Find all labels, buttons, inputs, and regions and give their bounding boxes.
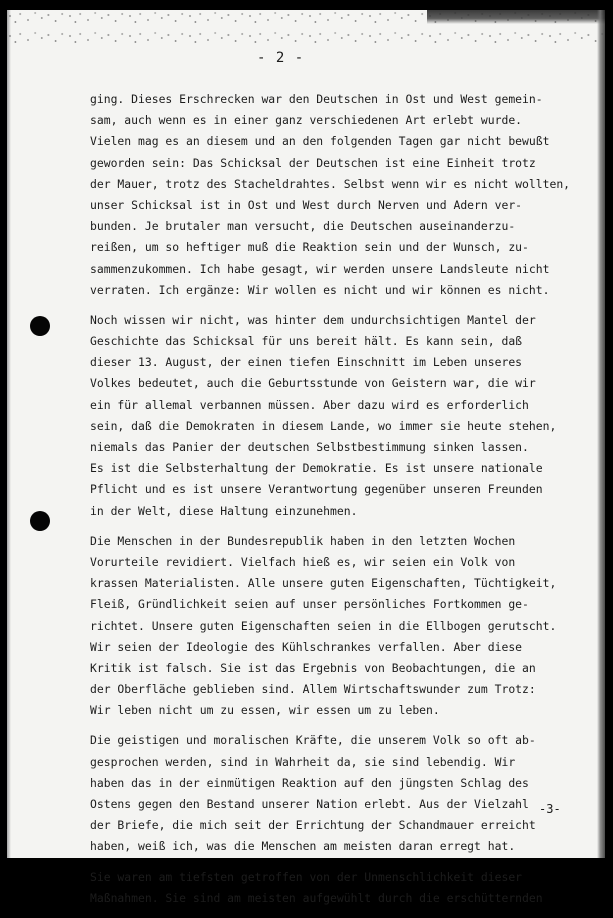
text-line: Die Menschen in der Bundesrepublik haben in den letzten Wochen [90, 533, 516, 548]
scan-edge-shadow-right [597, 10, 605, 858]
next-page-marker: -3- [539, 802, 561, 816]
text-line: Vielen mag es an diesem und an den folgenden Tagen gar nicht bewußt [90, 134, 550, 149]
text-line: haben das in der einmütigen Reaktion auf den jüngsten Schlag des [90, 775, 529, 790]
text-line: Fleiß, Gründlichkeit seien auf unser persönliches Fortkommen ge- [90, 597, 529, 612]
text-line: dieser 13. August, der einen tiefen Einschnitt im Leben unseres [90, 355, 523, 370]
text-line: haben, weiß ich, was die Menschen am meisten daran erregt hat. [90, 839, 516, 854]
text-line: unser Schicksal ist in Ost und West durch Nerven und Adern ver- [90, 197, 523, 212]
text-line: geworden sein: Das Schicksal der Deutschen ist eine Einheit trotz [90, 155, 536, 170]
text-line: krassen Materialisten. Alle unsere guten Eigenschaften, Tüchtigkeit, [90, 576, 557, 591]
scan-edge-shadow [427, 10, 605, 24]
text-line: niemals das Panier der deutschen Selbstbestimmung sinken lassen. [90, 440, 529, 454]
text-line: ging. Dieses Erschrecken war den Deutschen in Ost und West gemein- [90, 92, 543, 106]
paragraph [90, 531, 580, 722]
text-line: verraten. Ich ergänze: Wir wollen es nicht und wir können es nicht. [90, 282, 550, 297]
text-line: Ostens gegen den Bestand unserer Nation erlebt. Aus der Vielzahl [90, 797, 529, 811]
punch-hole-icon [30, 316, 50, 336]
text-line: richtet. Unsere guten Eigenschaften seien in die Ellbogen gerutscht. [90, 618, 557, 633]
text-line: Sie waren am tiefsten getroffen von der Unmenschlichkeit dieser [90, 869, 523, 884]
text-line: Kritik ist falsch. Sie ist das Ergebnis von Beobachtungen, die an [90, 660, 536, 675]
punch-hole-icon [30, 511, 50, 531]
text-line: Geschichte das Schicksal für uns bereit hält. Es kann sein, daß [90, 334, 523, 349]
text-line: Vorurteile revidiert. Vielfach hieß es, wir seien ein Volk von [90, 554, 516, 569]
text-line: Noch wissen wir nicht, was hinter dem undurchsichtigen Mantel der [90, 312, 536, 327]
text-line: reißen, um so heftiger muß die Reaktion sein und der Wunsch, zu- [90, 240, 529, 255]
scan-edge-shadow-left [7, 10, 11, 858]
text-line: sammenzukommen. Ich habe gesagt, wir werden unsere Landsleute nicht [90, 261, 550, 276]
text-line: bunden. Je brutaler man versucht, die Deutschen auseinanderzu- [90, 219, 516, 234]
document-body [90, 89, 580, 918]
text-line: Wir leben nicht um zu essen, wir essen um zu leben. [90, 703, 440, 718]
paragraph [90, 89, 580, 301]
paragraph [90, 867, 580, 909]
text-line: ein für allemal verbannen müssen. Aber dazu wird es erforderlich [90, 397, 529, 412]
document-page [7, 10, 605, 905]
text-line: Volkes bedeutet, auch die Geburtsstunde von Geistern war, die wir [90, 376, 536, 391]
text-line: gesprochen werden, sind in Wahrheit da, sie sind lebendig. Wir [90, 754, 516, 769]
paragraph [90, 730, 580, 857]
text-line: Maßnahmen. Sie sind am meisten aufgewühlt durch die erschütternden [90, 890, 543, 905]
text-line: sein, daß die Demokraten in diesem Lande, wo immer sie heute stehen, [90, 418, 557, 433]
text-line: Die geistigen und moralischen Kräfte, die unserem Volk so oft ab- [90, 733, 536, 748]
text-line: der Mauer, trotz des Stacheldrahtes. Selbst wenn wir es nicht wollten, [90, 176, 571, 191]
page-number: - 2 - [257, 50, 305, 66]
text-line: Pflicht und es ist unsere Verantwortung gegenüber unseren Freunden [90, 482, 543, 497]
text-line: Wir seien der Ideologie des Kühlschrankes verfallen. Aber diese [90, 639, 523, 654]
text-line: sam, auch wenn es in einer ganz verschiedenen Art erlebt wurde. [90, 113, 523, 128]
text-line: Es ist die Selbsterhaltung der Demokratie. Es ist unsere nationale [90, 461, 543, 476]
paragraph [90, 310, 580, 522]
text-line: der Oberfläche geblieben sind. Allem Wirtschaftswunder zum Trotz: [90, 682, 536, 697]
text-line: in der Welt, diese Haltung einzunehmen. [90, 503, 358, 518]
text-line: der Briefe, die mich seit der Errichtung der Schandmauer erreicht [90, 818, 536, 833]
